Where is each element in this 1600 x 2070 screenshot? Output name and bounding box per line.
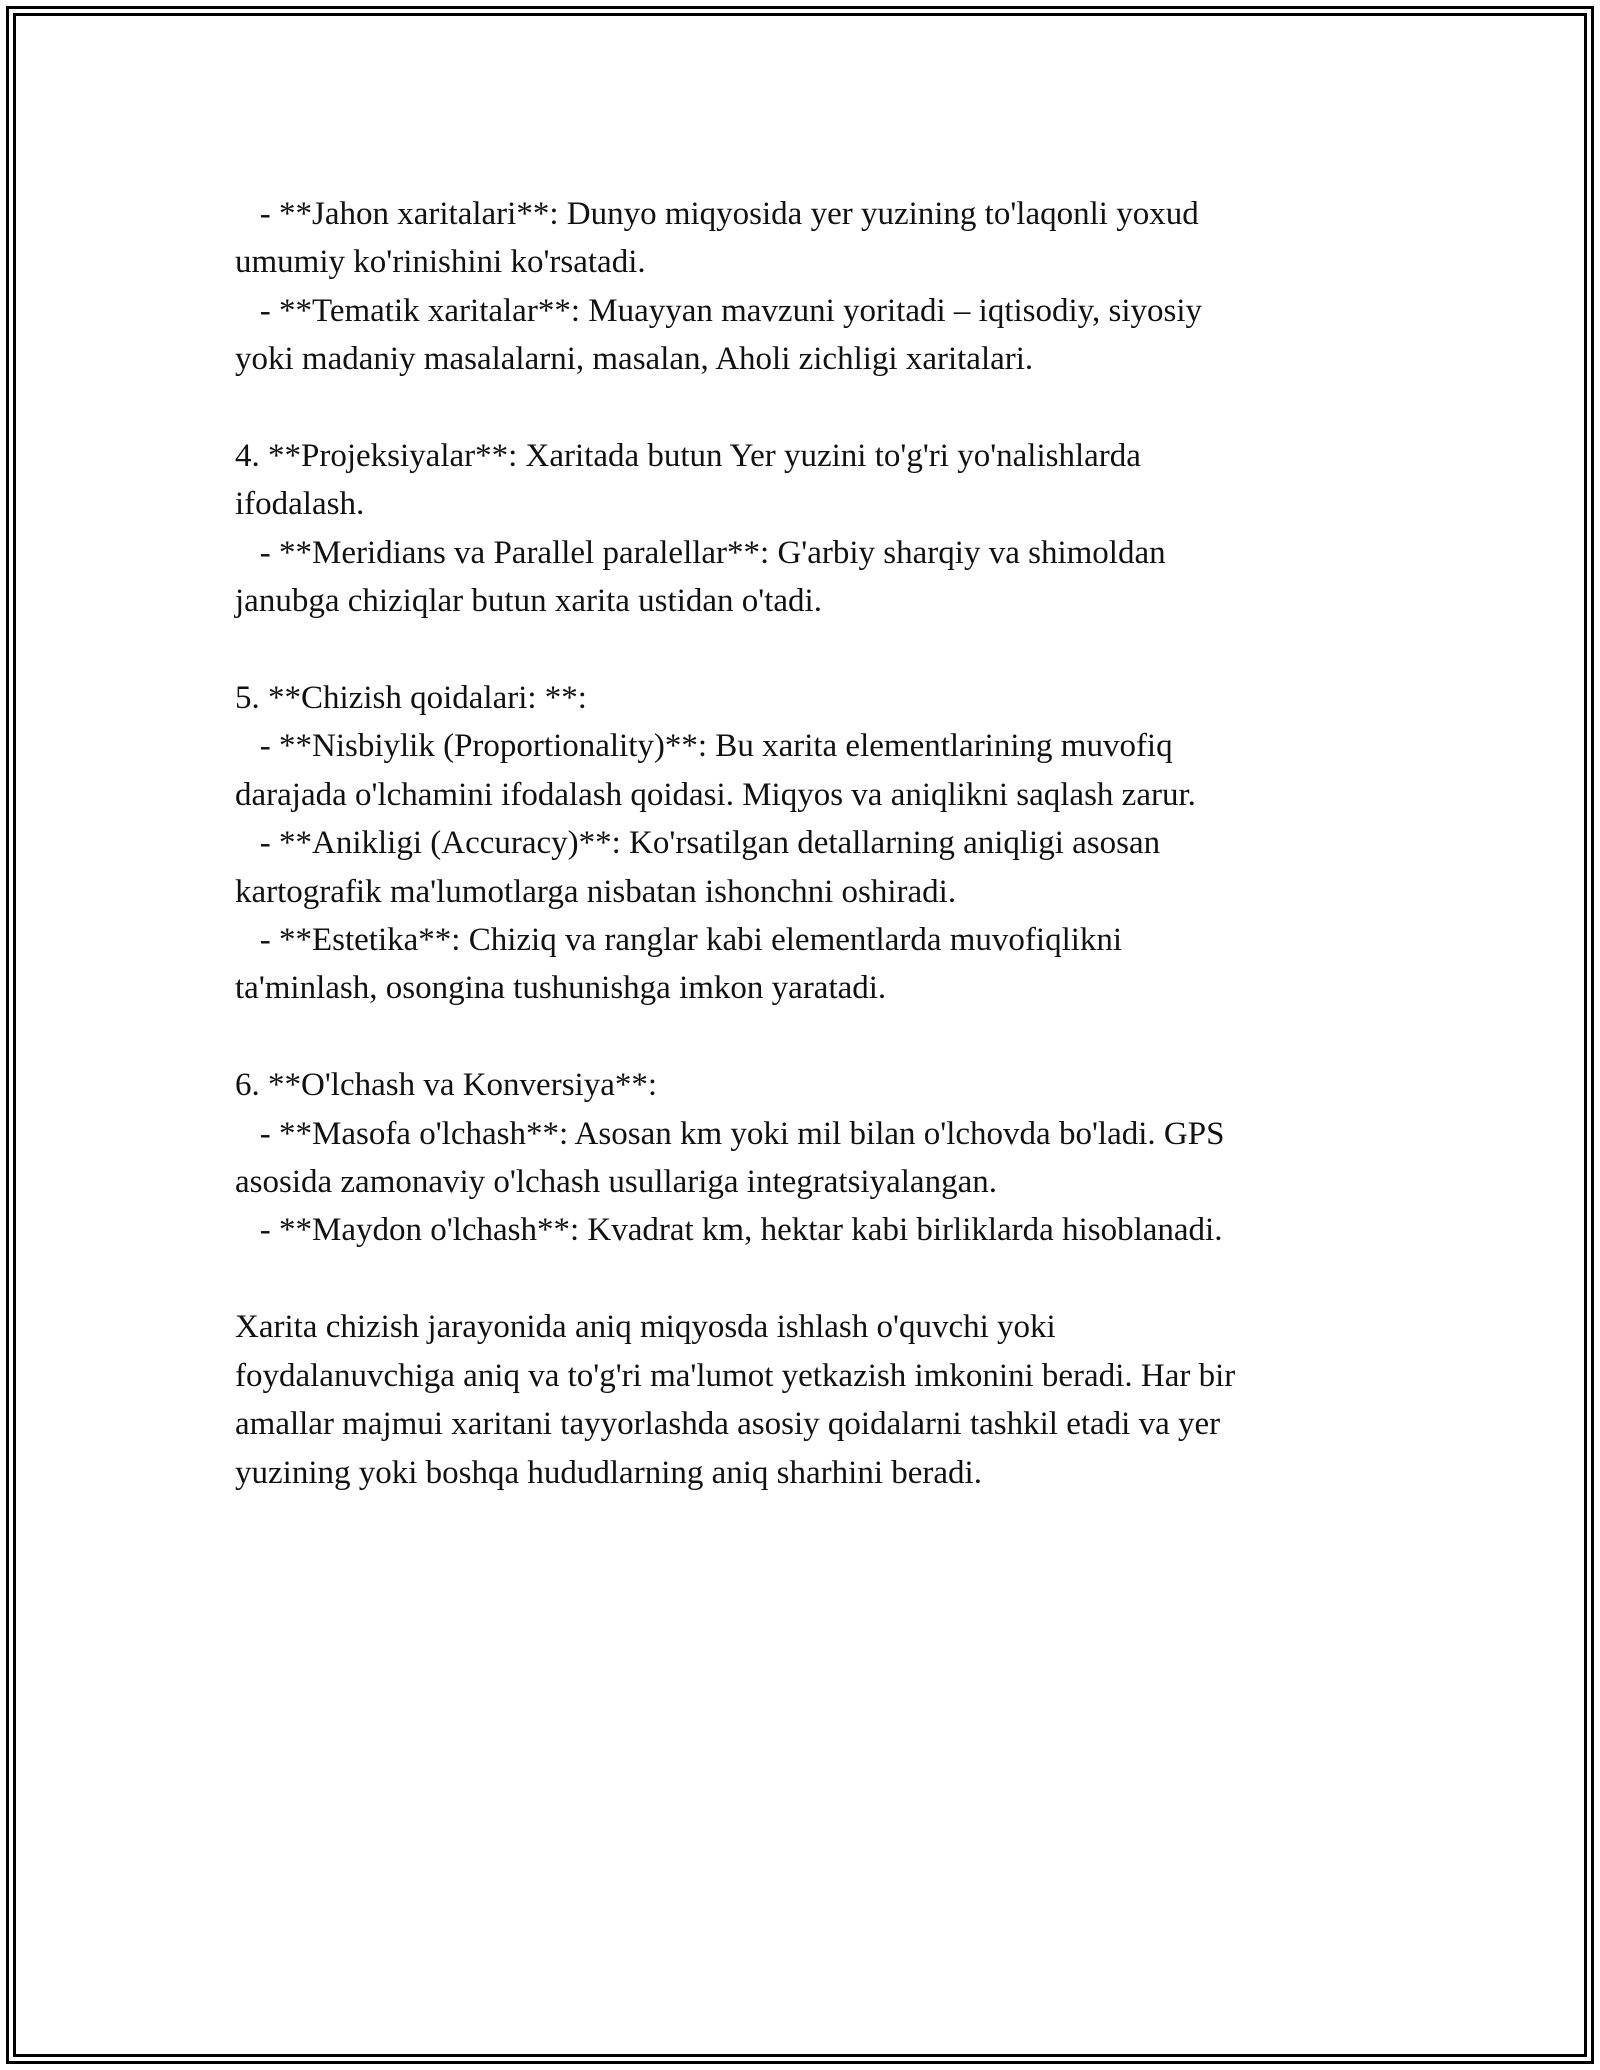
text-line: janubga chiziqlar butun xarita ustidan o'tadi. xyxy=(235,583,822,620)
blank-line xyxy=(235,1255,1365,1303)
text-line: ta'minlash, osongina tushunishga imkon yaratadi. xyxy=(235,970,887,1007)
text-paragraph xyxy=(235,190,1365,287)
text-line: darajada o'lchamini ifodalash qoidasi. Miqyos va aniqlikni saqlash zarur. xyxy=(235,776,1196,813)
text-line: - **Nisbiylik (Proportionality)**: Bu xarita elementlarining muvofiq xyxy=(235,728,1173,765)
text-line: - **Estetika**: Chiziq va ranglar kabi elementlarda muvofiqlikni xyxy=(235,922,1123,959)
text-line: - **Meridians va Parallel paralellar**: G'arbiy sharqiy va shimoldan xyxy=(235,534,1166,571)
text-paragraph xyxy=(235,1303,1365,1497)
text-line: - **Tematik xaritalar**: Muayyan mavzuni yoritadi – iqtisodiy, siyosiy xyxy=(235,292,1203,329)
text-paragraph xyxy=(235,1206,1365,1254)
text-line: asosida zamonaviy o'lchash usullariga integratsiyalangan. xyxy=(235,1164,997,1201)
text-line: - **Jahon xaritalari**: Dunyo miqyosida yer yuzining to'laqonli yoxud xyxy=(235,196,1199,232)
text-line: 6. **O'lchash va Konversiya**: xyxy=(235,1067,658,1104)
text-paragraph xyxy=(235,722,1365,819)
text-line: Xarita chizish jarayonida aniq miqyosda ishlash o'quvchi yoki xyxy=(235,1309,1056,1346)
text-paragraph xyxy=(235,674,1365,722)
text-paragraph xyxy=(235,1110,1365,1207)
text-paragraph xyxy=(235,1061,1365,1109)
text-paragraph xyxy=(235,819,1365,916)
text-line: 4. **Projeksiyalar**: Xaritada butun Yer yuzini to'g'ri yo'nalishlarda xyxy=(235,438,1141,475)
text-line: ifodalash. xyxy=(235,486,365,523)
blank-line xyxy=(235,1013,1365,1061)
text-line: umumiy ko'rinishini ko'rsatadi. xyxy=(235,244,646,281)
text-paragraph xyxy=(235,529,1365,626)
text-line: amallar majmui xaritani tayyorlashda asosiy qoidalarni tashkil etadi va yer xyxy=(235,1406,1221,1443)
document-body xyxy=(235,190,1365,1497)
text-line: - **Maydon o'lchash**: Kvadrat km, hektar kabi birliklarda hisoblanadi. xyxy=(235,1212,1223,1249)
text-line: foydalanuvchiga aniq va to'g'ri ma'lumot yetkazish imkonini beradi. Har bir xyxy=(235,1357,1236,1394)
text-paragraph xyxy=(235,287,1365,384)
blank-line xyxy=(235,384,1365,432)
text-line: yuzining yoki boshqa hududlarning aniq sharhini beradi. xyxy=(235,1454,982,1491)
text-paragraph xyxy=(235,916,1365,1013)
text-line: - **Anikligi (Accuracy)**: Ko'rsatilgan detallarning aniqligi asosan xyxy=(235,825,1161,862)
text-line: kartografik ma'lumotlarga nisbatan ishonchni oshiradi. xyxy=(235,873,957,910)
blank-line xyxy=(235,626,1365,674)
text-paragraph xyxy=(235,432,1365,529)
text-line: yoki madaniy masalalarni, masalan, Aholi zichligi xaritalari. xyxy=(235,341,1034,378)
text-line: 5. **Chizish qoidalari: **: xyxy=(235,680,587,717)
text-line: - **Masofa o'lchash**: Asosan km yoki mil bilan o'lchovda bo'ladi. GPS xyxy=(235,1115,1225,1152)
